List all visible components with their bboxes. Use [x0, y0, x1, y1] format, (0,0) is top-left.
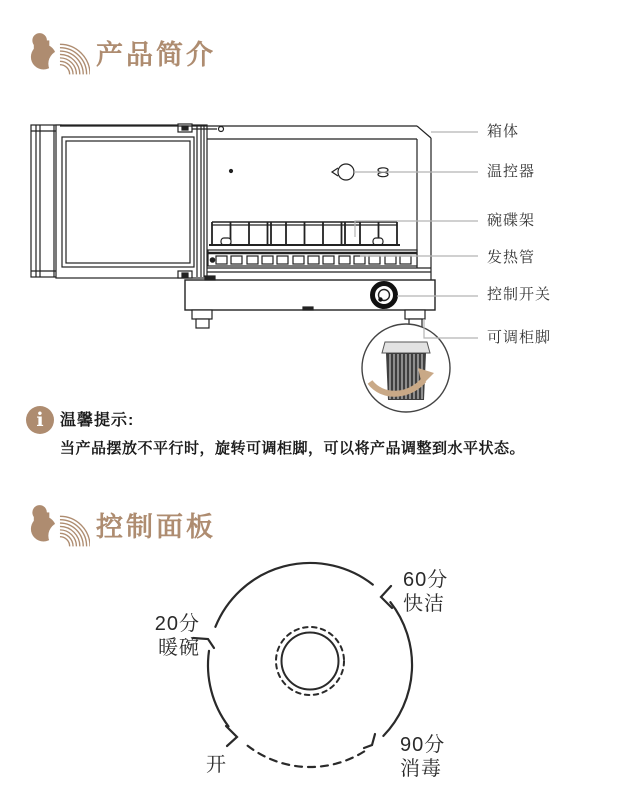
dial-label-60min: 60分: [403, 569, 449, 591]
dial-label-quick-clean: 快洁: [403, 593, 445, 615]
part-label-heating-tube: 发热管: [487, 249, 536, 266]
section-title-product-intro: 产品简介: [96, 40, 216, 70]
knob-circle: [282, 633, 339, 690]
tick-on: [226, 726, 237, 746]
dial-dashed-arc: [246, 744, 364, 767]
dial-labels: [155, 568, 449, 780]
dial-label-warm-bowl: 暖碗: [158, 637, 200, 659]
part-label-dish-rack: 碗碟架: [487, 212, 536, 229]
part-label-thermostat: 温控器: [487, 163, 536, 180]
info-icon-glyph: i: [36, 409, 44, 431]
tip-body: 当产品摆放不平行时，旋转可调柜脚，可以将产品调整到水平状态。: [60, 440, 526, 457]
section-title-control-panel: 控制面板: [96, 512, 216, 542]
part-label-adjustable-foot: 可调柜脚: [487, 329, 552, 346]
dial-label-on: 开: [206, 754, 227, 776]
product-diagram: [20, 110, 490, 422]
part-label-control-switch: 控制开关: [487, 286, 552, 303]
dial-label-sterilize: 消毒: [400, 758, 442, 780]
tick-sterilize: [364, 734, 375, 748]
brand-bear-rainbow-icon: [28, 30, 90, 78]
adjustable-foot-detail: [362, 324, 450, 412]
part-label-cabinet: 箱体: [487, 123, 520, 140]
dial-label-20min: 20分: [154, 613, 200, 635]
tip-title: 温馨提示:: [60, 412, 135, 429]
control-dial-diagram: [140, 550, 480, 802]
dial-label-90min: 90分: [400, 734, 446, 756]
brand-bear-rainbow-icon: [28, 502, 90, 550]
knob-dashed-ring: [276, 627, 344, 695]
info-icon: [26, 406, 54, 434]
tick-quick-clean: [381, 586, 392, 608]
